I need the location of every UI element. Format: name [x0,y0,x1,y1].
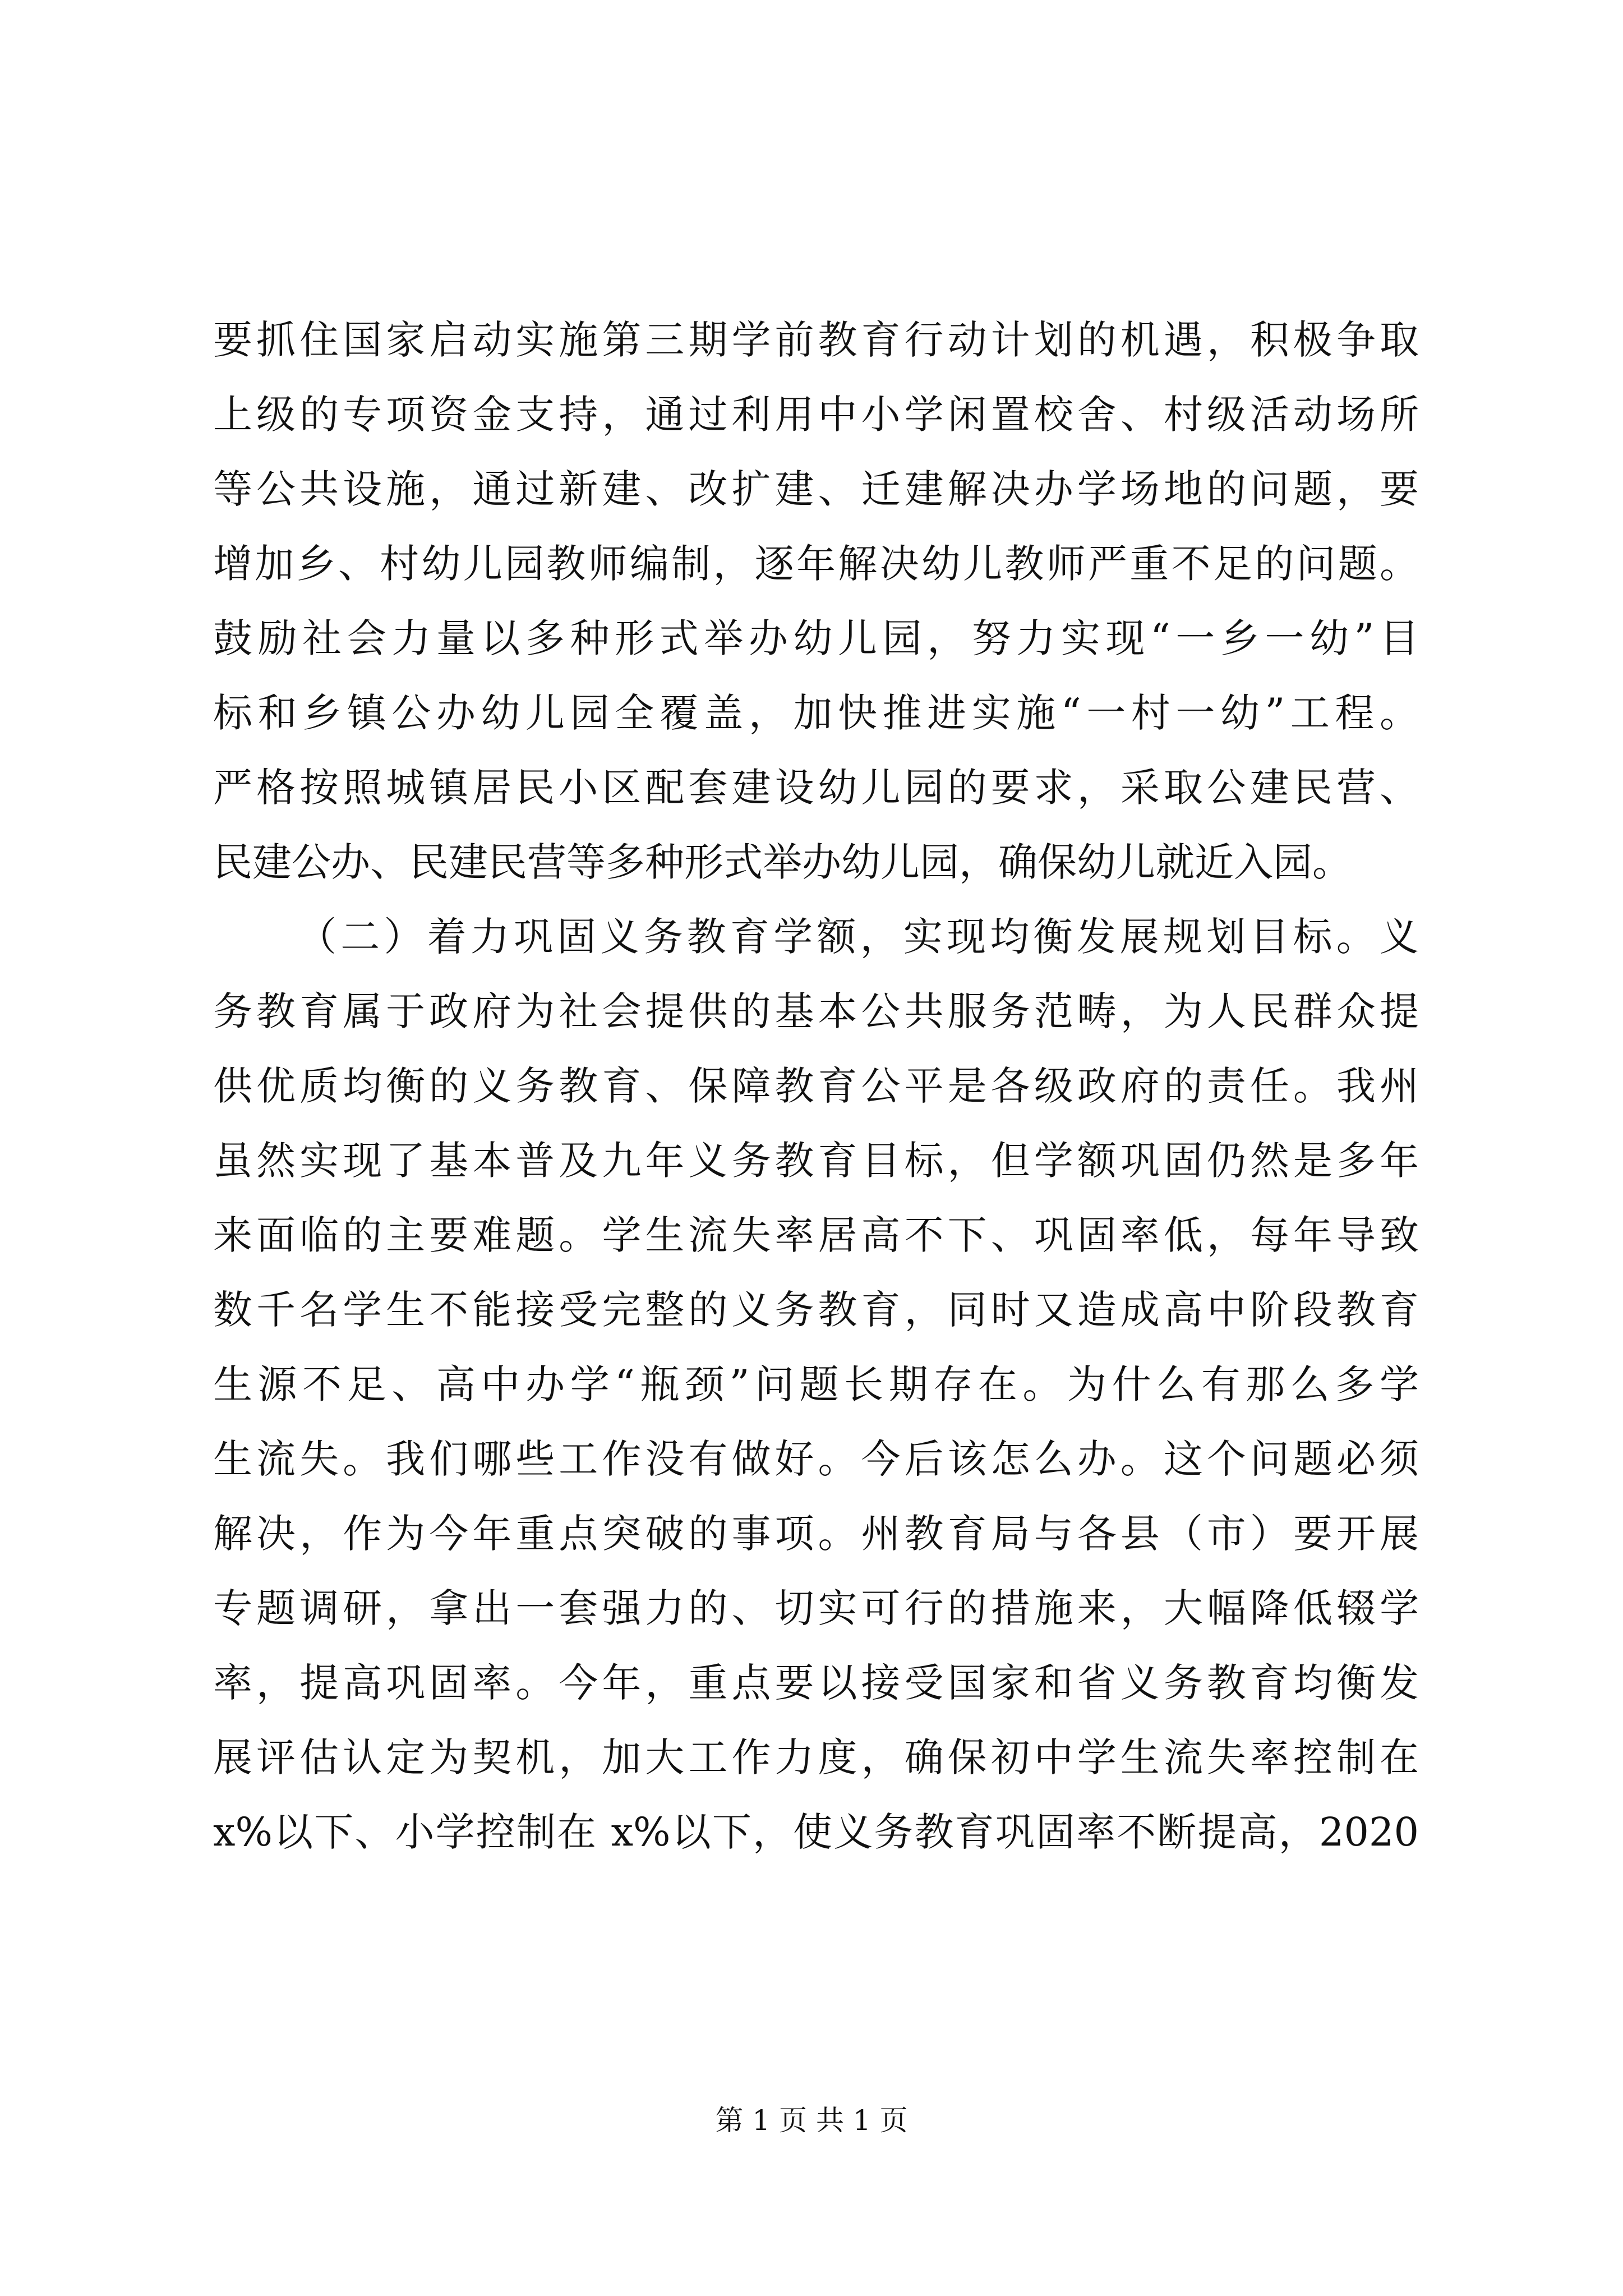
text-line: 解决，作为今年重点突破的事项。州教育局与各县（市）要开展 [213,1511,1419,1557]
text-line: 鼓励社会力量以多种形式举办幼儿园，努力实现“一乡一幼”目 [213,615,1419,661]
section-heading-line: （二）着力巩固义务教育学额，实现均衡发展规划目标。义 [297,914,1419,960]
text-line: 标和乡镇公办幼儿园全覆盖，加快推进实施“一村一幼”工程。 [213,690,1419,736]
text-line: 务教育属于政府为社会提供的基本公共服务范畴，为人民群众提 [213,988,1419,1034]
text-line: 展评估认定为契机，加大工作力度，确保初中学生流失率控制在 [213,1734,1419,1780]
text-line: 生流失。我们哪些工作没有做好。今后该怎么办。这个问题必须 [213,1436,1419,1482]
text-line: 要抓住国家启动实施第三期学前教育行动计划的机遇，积极争取 [213,317,1419,363]
text-line: 虽然实现了基本普及九年义务教育目标，但学额巩固仍然是多年 [213,1138,1419,1184]
text-line: 严格按照城镇居民小区配套建设幼儿园的要求，采取公建民营、 [213,765,1419,811]
text-line: 数千名学生不能接受完整的义务教育，同时又造成高中阶段教育 [213,1287,1419,1333]
text-line: 供优质均衡的义务教育、保障教育公平是各级政府的责任。我州 [213,1063,1419,1109]
text-line: x%以下、小学控制在 x%以下，使义务教育巩固率不断提高，2020 [213,1809,1419,1855]
text-line: 民建公办、民建民营等多种形式举办幼儿园，确保幼儿就近入园。 [213,839,1352,885]
text-line: 等公共设施，通过新建、改扩建、迁建解决办学场地的问题，要 [213,466,1419,512]
text-line: 专题调研，拿出一套强力的、切实可行的措施来，大幅降低辍学 [213,1585,1419,1631]
document-body [213,303,1419,1870]
text-line: 上级的专项资金支持，通过利用中小学闲置校舍、村级活动场所 [213,392,1419,438]
text-line: 率，提高巩固率。今年，重点要以接受国家和省义务教育均衡发 [213,1660,1419,1706]
text-line: 来面临的主要难题。学生流失率居高不下、巩固率低，每年导致 [213,1212,1419,1258]
text-line: 生源不足、高中办学“瓶颈”问题长期存在。为什么有那么多学 [213,1361,1419,1407]
page-footer: 第 1 页 共 1 页 [715,2104,908,2137]
text-line: 增加乡、村幼儿园教师编制，逐年解决幼儿教师严重不足的问题。 [213,541,1419,587]
